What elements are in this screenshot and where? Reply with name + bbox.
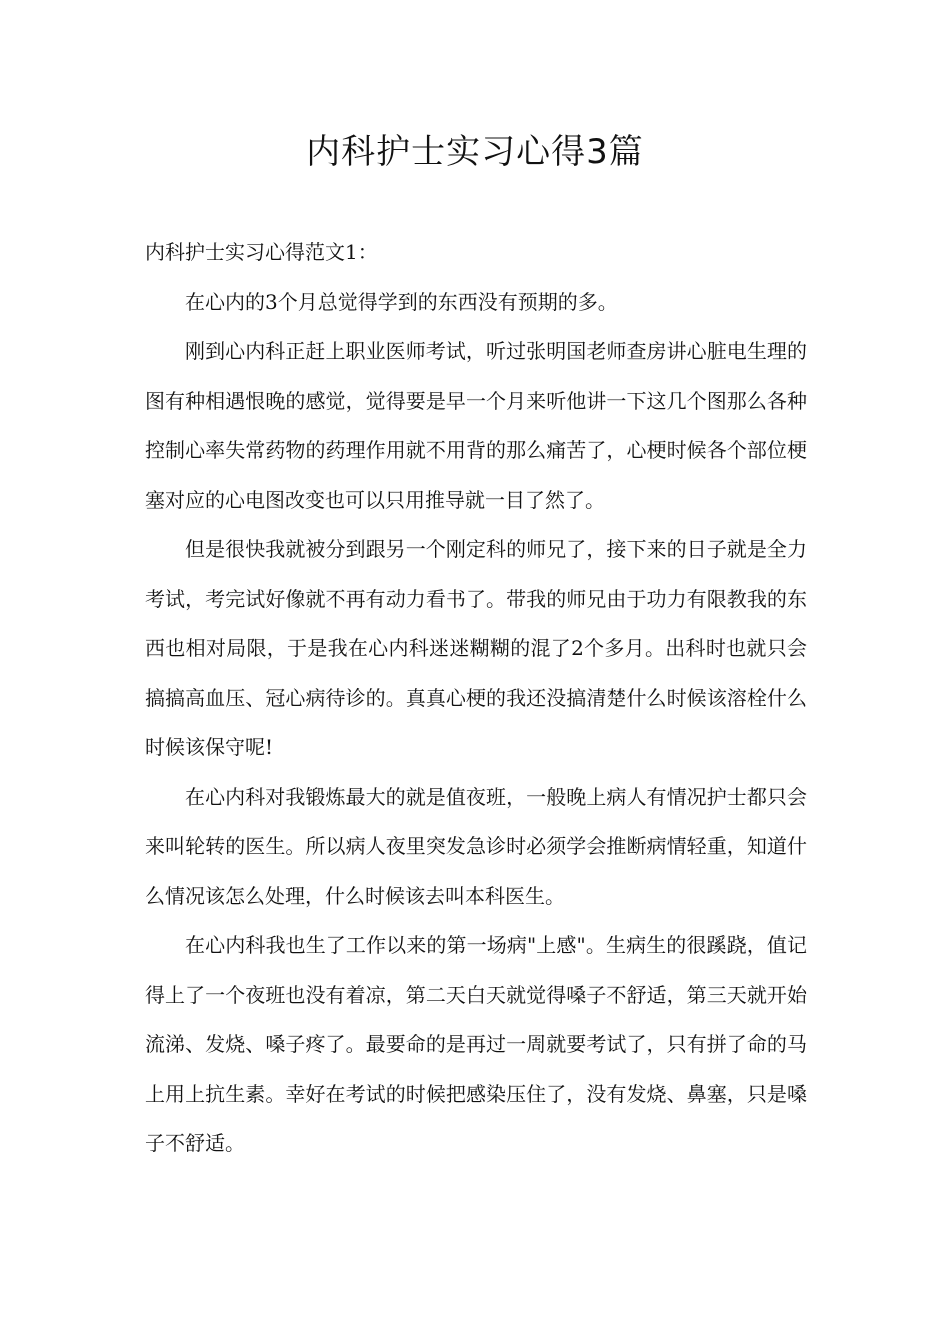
document-title: 内科护士实习心得3篇 <box>306 132 644 172</box>
paragraph: 在心内的3个月总觉得学到的东西没有预期的多。 <box>185 289 618 314</box>
paragraph: 刚到心内科正赶上职业医师考试，听过张明国老师查房讲心脏电生理的图有种相遇恨晚的感觉，觉得要是早一个月来听他讲一下这几个图那么各种控制心率失常药物的药理作用就不用背的那么痛苦了，心梗时候各个部位梗塞对应的心电图改变也可以只用推导就一目了然了。 <box>145 339 807 512</box>
section-heading: 内科护士实习心得范文1： <box>145 240 378 264</box>
paragraph: 在心内科我也生了工作以来的第一场病"上感"。生病生的很蹊跷，值记得上了一个夜班也没有着凉，第二天白天就觉得嗓子不舒适，第三天就开始流涕、发烧、嗓子疼了。最要命的是再过一周就要考试了，只有拼了命的马上用上抗生素。幸好在考试的时候把感染压住了，没有发烧、鼻塞，只是嗓子不舒适。 <box>145 933 807 1155</box>
paragraph: 在心内科对我锻炼最大的就是值夜班，一般晚上病人有情况护士都只会来叫轮转的医生。所以病人夜里突发急诊时必须学会推断病情轻重，知道什么情况该怎么处理，什么时候该去叫本科医生。 <box>145 784 807 908</box>
paragraph: 但是很快我就被分到跟另一个刚定科的师兄了，接下来的日子就是全力考试，考完试好像就不再有动力看书了。带我的师兄由于功力有限教我的东西也相对局限，于是我在心内科迷迷糊糊的混了2个多月。出科时也就只会搞搞高血压、冠心病待诊的。真真心梗的我还没搞清楚什么时候该溶栓什么时候该保守呢! <box>145 537 807 759</box>
document-body <box>145 228 807 1169</box>
